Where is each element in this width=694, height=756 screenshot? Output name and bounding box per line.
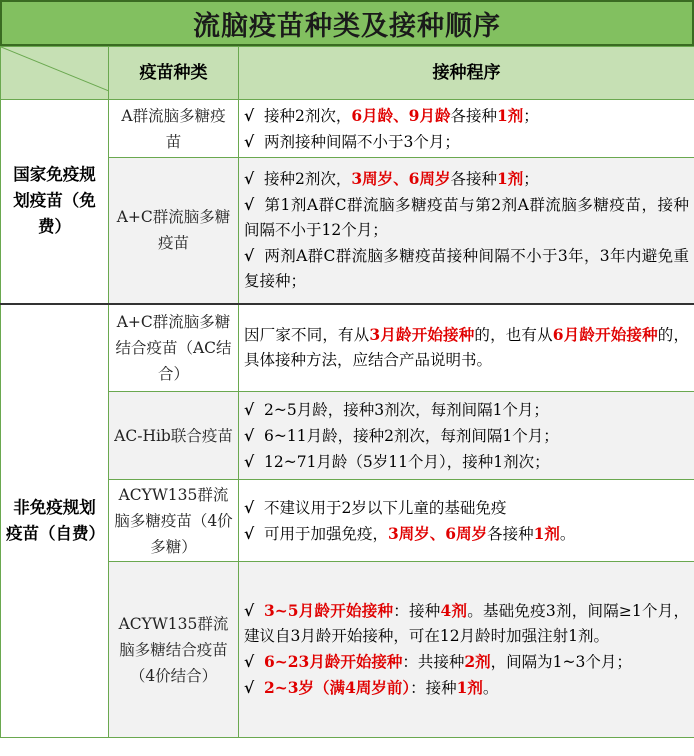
highlight-text: 4剂: [440, 601, 468, 620]
program-line: [244, 192, 689, 243]
program-text: 可用于加强免疫，: [264, 524, 389, 543]
highlight-text: 1剂: [496, 169, 524, 189]
vaccine-name: A+C群流脑多糖结合疫苗（AC结合）: [109, 304, 239, 392]
program-line: [244, 598, 689, 649]
check-icon: √: [244, 523, 255, 543]
program-text: 6~11月龄，接种2剂次，每剂间隔1个月；: [264, 426, 559, 445]
check-icon: √: [244, 399, 255, 419]
vaccine-program: [239, 158, 694, 304]
header-type: 疫苗种类: [109, 47, 239, 100]
highlight-text: 1剂: [533, 523, 560, 543]
program-text: 接种2剂次，: [264, 170, 352, 189]
check-icon: √: [244, 169, 255, 189]
vaccine-name: A+C群流脑多糖疫苗: [109, 158, 239, 304]
program-text: 。: [482, 679, 499, 697]
vaccine-program: [239, 304, 694, 392]
program-line: [244, 103, 689, 129]
program-line: [244, 521, 689, 547]
program-text: 接种2剂次，: [264, 106, 352, 125]
vaccine-name: AC-Hib联合疫苗: [109, 392, 239, 480]
highlight-text: 3月龄开始接种: [369, 325, 475, 345]
check-icon: √: [244, 678, 255, 697]
check-icon: √: [244, 497, 255, 517]
check-icon: √: [244, 652, 255, 671]
highlight-text: 1剂: [456, 678, 483, 697]
group-paid: 非免疫规划疫苗（自费）: [1, 304, 109, 738]
program-line: [244, 243, 689, 294]
program-text: ：接种: [410, 679, 457, 697]
program-text: ；: [523, 170, 539, 189]
highlight-text: 3周岁、6周岁: [388, 523, 488, 543]
program-text: 各接种: [450, 170, 497, 189]
check-icon: √: [244, 425, 255, 445]
program-text: ；: [523, 106, 539, 125]
check-icon: √: [244, 451, 255, 471]
program-text: 12~71月龄（5岁11个月），接种1剂次；: [264, 452, 550, 471]
program-line: [244, 397, 689, 423]
program-text: ，间隔为1~3个月；: [490, 653, 632, 671]
highlight-text: 6月龄、9月龄: [351, 105, 451, 125]
table-row: [1, 100, 694, 158]
table-row: [1, 304, 694, 392]
vaccine-table: [0, 46, 694, 738]
highlight-text: 3周岁、6周岁: [351, 169, 451, 189]
highlight-text: 2~3岁（满4周岁前）: [264, 678, 411, 697]
vaccine-program: [239, 392, 694, 480]
program-text: ：接种: [393, 602, 441, 620]
program-line: [244, 423, 689, 449]
program-line: [244, 649, 689, 675]
check-icon: √: [244, 131, 255, 151]
check-icon: √: [244, 246, 255, 266]
program-text: 第1剂A群C群流脑多糖疫苗与第2剂A群流脑多糖疫苗，接种间隔不小于12个月；: [244, 196, 689, 240]
program-line: [244, 495, 689, 521]
program-line: [244, 129, 689, 155]
program-line: [244, 166, 689, 192]
highlight-text: 2剂: [464, 652, 491, 671]
program-text: 的，具体接种方法，应结合产品说明书。: [244, 326, 689, 370]
program-text: 两剂A群C群流脑多糖疫苗接种间隔不小于3年，3年内避免重复接种；: [244, 247, 689, 291]
highlight-text: 1剂: [496, 105, 524, 125]
group-free: 国家免疫规划疫苗（免费）: [1, 100, 109, 304]
program-text: 各接种: [450, 106, 497, 125]
vaccine-name: A群流脑多糖疫苗: [109, 100, 239, 158]
highlight-text: 6月龄开始接种: [552, 325, 658, 345]
check-icon: √: [244, 195, 255, 215]
program-text: 的，也有从: [474, 326, 553, 345]
program-text: 2~5月龄，接种3剂次，每剂间隔1个月；: [264, 400, 549, 419]
program-text: ：共接种: [402, 653, 465, 671]
check-icon: √: [244, 601, 255, 620]
vaccine-program: [239, 100, 694, 158]
diagonal-divider: [1, 47, 109, 91]
vaccine-program: [239, 562, 694, 738]
program-line: [244, 675, 689, 701]
program-text: 。基础免疫3剂，间隔≥1个月，建议自3月龄开始接种，可在12月龄时加强注射1剂。: [244, 602, 689, 645]
vaccine-name: ACYW135群流脑多糖疫苗（4价多糖）: [109, 480, 239, 562]
program-text: 两剂接种间隔不小于3个月；: [264, 132, 460, 151]
program-text: 。: [559, 524, 576, 543]
page-title: 流脑疫苗种类及接种顺序: [0, 0, 694, 46]
program-text: 因厂家不同，有从: [244, 326, 370, 345]
vaccine-program: [239, 480, 694, 562]
header-row: [1, 47, 694, 100]
program-line: [244, 449, 689, 475]
highlight-text: 3~5月龄开始接种: [264, 601, 394, 620]
header-program: 接种程序: [239, 47, 694, 100]
highlight-text: 6~23月龄开始接种: [264, 652, 403, 671]
vaccine-name: ACYW135群流脑多糖结合疫苗（4价结合）: [109, 562, 239, 738]
check-icon: √: [244, 105, 255, 125]
header-corner: [1, 47, 109, 100]
program-text: 不建议用于2岁以下儿童的基础免疫: [264, 498, 507, 517]
program-text: 各接种: [487, 524, 534, 543]
